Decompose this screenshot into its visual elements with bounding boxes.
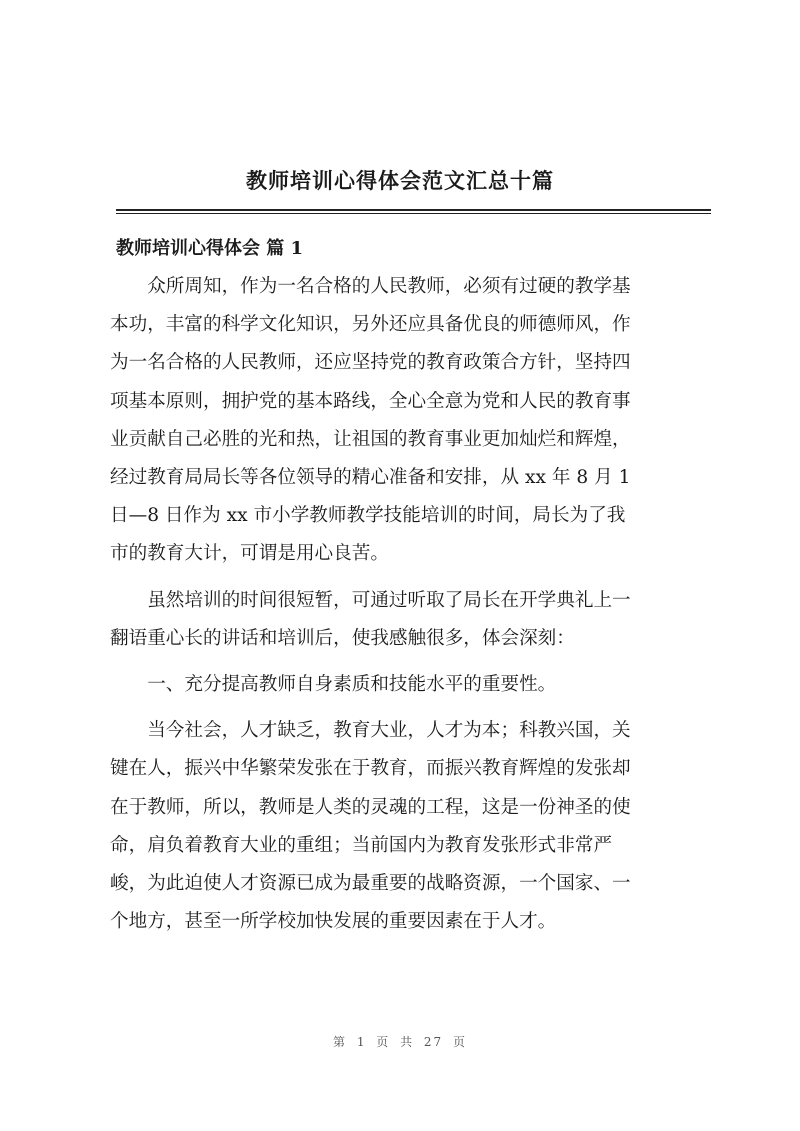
title-divider xyxy=(116,209,711,214)
text-line: 众所周知，作为一名合格的人民教师，必须有过硬的教学基 xyxy=(147,276,631,297)
section-heading: 教师培训心得体会 篇 1 xyxy=(116,238,304,259)
text-line: 项基本原则，拥护党的基本路线，全心全意为党和人民的教育事 xyxy=(110,390,631,412)
text-line: 虽然培训的时间很短暂，可通过听取了局长在开学典礼上一 xyxy=(147,589,631,611)
text-line: 业贡献自己必胜的光和热，让祖国的教育事业更加灿烂和辉煌， xyxy=(110,428,631,450)
text-line: 日—8 日作为 xx 市小学教师教学技能培训的时间，局长为了我 xyxy=(110,505,626,527)
text-line: 当今社会，人才缺乏，教育大业，人才为本；科教兴国，关 xyxy=(147,720,631,742)
paragraph xyxy=(110,582,710,658)
text-line: 经过教育局局长等各位领导的精心准备和安排，从 xx 年 8 月 1 xyxy=(110,467,631,489)
page-footer: 第 1 页 共 27 页 xyxy=(333,1035,467,1049)
text-line: 峻，为此迫使人才资源已成为最重要的战略资源，一个国家、一 xyxy=(110,873,631,895)
text-line: 一、充分提高教师自身素质和技能水平的重要性。 xyxy=(147,674,557,696)
text-line: 在于教师，所以，教师是人类的灵魂的工程，这是一份神圣的使 xyxy=(110,796,631,818)
text-line: 命，肩负着教育大业的重组；当前国内为教育发张形式非常严 xyxy=(110,834,613,856)
text-line: 市的教育大计，可谓是用心良苦。 xyxy=(110,543,389,565)
body-text xyxy=(110,268,710,949)
text-line: 为一名合格的人民教师，还应坚持党的教育政策合方针，坚持四 xyxy=(110,352,631,374)
page-title: 教师培训心得体会范文汇总十篇 xyxy=(246,168,554,193)
text-line: 翻语重心长的讲话和培训后，使我感触很多，体会深刻： xyxy=(110,627,575,649)
text-line: 本功，丰富的科学文化知识，另外还应具备优良的师德师风，作 xyxy=(110,314,631,336)
paragraph xyxy=(110,712,710,941)
text-line: 键在人，振兴中华繁荣发张在于教育，而振兴教育辉煌的发张却 xyxy=(110,758,631,780)
paragraph xyxy=(110,268,710,574)
paragraph xyxy=(110,666,710,704)
text-line: 个地方，甚至一所学校加快发展的重要因素在于人才。 xyxy=(110,911,557,933)
